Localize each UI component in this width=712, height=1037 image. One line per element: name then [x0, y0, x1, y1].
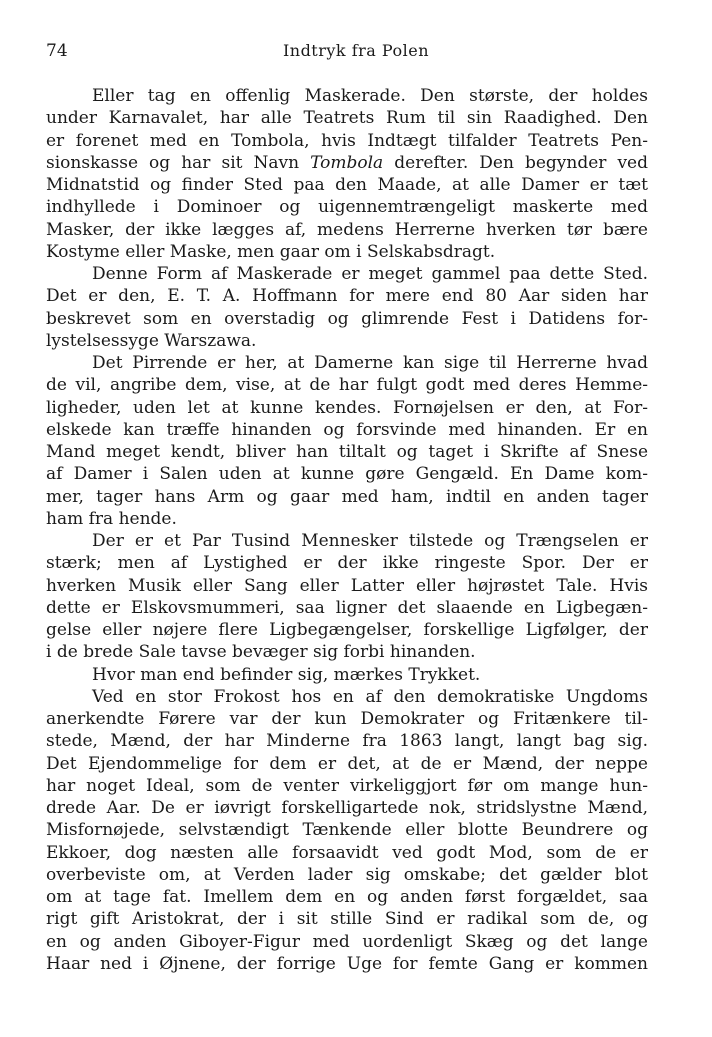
text-line: Denne Form af Maskerade er meget gammel paa dette Sted.	[92, 264, 648, 284]
text-segment: derefter. Den begynder ved	[383, 152, 648, 173]
text-line: overbeviste om, at Verden lader sig omskabe; det gælder blot	[46, 864, 648, 885]
text-line: har noget Ideal, som de venter virkeliggjort før om mange hun-	[46, 775, 648, 796]
text-line: ham fra hende.	[46, 508, 177, 529]
text-line: drede Aar. De er iøvrigt forskelligartede nok, stridslystne Mænd,	[46, 798, 648, 818]
text-line: Det Pirrende er her, at Damerne kan sige til Herrerne hvad	[92, 353, 648, 373]
text-line: Mand meget kendt, bliver han tiltalt og taget i Skrifte af Snese	[46, 442, 648, 462]
text-line: beskrevet som en overstadig og glimrende Fest i Datidens for-	[46, 308, 648, 329]
text-line: mer, tager hans Arm og gaar med ham, indtil en anden tager	[46, 486, 648, 507]
text-line: anerkendte Førere var der kun Demokrater og Fritænkere til-	[46, 709, 648, 729]
text-line: Haar ned i Øjnene, der forrige Uge for femte Gang er kommen	[46, 953, 648, 974]
body-text	[46, 85, 648, 975]
text-line: ligheder, uden let at kunne kendes. Fornøjelsen er den, at For-	[46, 397, 648, 418]
page-number: 74	[46, 41, 68, 61]
text-line: Ekkoer, dog næsten alle forsaavidt ved godt Mod, som de er	[46, 842, 648, 863]
text-line: i de brede Sale tavse bevæger sig forbi hinanden.	[46, 642, 476, 663]
text-line: Misfornøjede, selvstændigt Tænkende eller blotte Beundrere og	[46, 820, 648, 841]
text-line: af Damer i Salen uden at kunne gøre Gengæld. En Dame kom-	[46, 464, 648, 485]
text-line: Eller tag en offenlig Maskerade. Den største, der holdes	[92, 86, 648, 106]
text-line: stærk; men af Lystighed er der ikke ringeste Spor. Der er	[46, 553, 648, 574]
text-line: hverken Musik eller Sang eller Latter eller højrøstet Tale. Hvis	[46, 575, 648, 596]
text-line: elskede kan træffe hinanden og forsvinde med hinanden. Er en	[46, 419, 648, 440]
text-line: Ved en stor Frokost hos en af den demokratiske Ungdoms	[92, 686, 648, 707]
text-line: stede, Mænd, der har Minderne fra 1863 langt, langt bag sig.	[46, 731, 648, 752]
text-line: Det er den, E. T. A. Hoffmann for mere end 80 Aar siden har	[46, 286, 648, 307]
text-line: Kostyme eller Maske, men gaar om i Selskabsdragt.	[46, 241, 496, 262]
text-line: en og anden Giboyer-Figur med uordenligt Skæg og det lange	[46, 931, 648, 952]
text-line: under Karnavalet, har alle Teatrets Rum til sin Raadighed. Den	[46, 108, 648, 129]
text-line: Hvor man end befinder sig, mærkes Trykket.	[92, 664, 481, 685]
text-line: Midnatstid og finder Sted paa den Maade, at alle Damer er tæt	[46, 175, 648, 195]
text-line: dette er Elskovsmummeri, saa ligner det slaaende en Ligbegæn-	[46, 597, 648, 618]
text-segment: sionskasse og har sit Navn	[46, 152, 311, 173]
text-line: gelse eller nøjere flere Ligbegængelser, forskellige Ligfølger, der	[46, 620, 648, 640]
running-title: Indtryk fra Polen	[282, 41, 430, 60]
text-line: er forenet med en Tombola, hvis Indtægt tilfalder Teatrets Pen-	[46, 130, 648, 151]
text-line: de vil, angribe dem, vise, at de har fulgt godt med deres Hemme-	[46, 375, 648, 396]
italic-word: Tombola	[310, 152, 384, 173]
text-line: Masker, der ikke lægges af, medens Herrerne hverken tør bære	[46, 219, 648, 240]
text-line: om at tage fat. Imellem dem en og anden først forgældet, saa	[46, 887, 648, 907]
text-line: lystelsessyge Warszawa.	[46, 330, 257, 351]
text-line: rigt gift Aristokrat, der i sit stille Sind er radikal som de, og	[46, 909, 648, 930]
text-line: Der er et Par Tusind Mennesker tilstede og Trængselen er	[92, 531, 648, 551]
text-line-with-italic	[46, 152, 648, 174]
text-line: indhyllede i Dominoer og uigennemtrængeligt maskerte med	[46, 197, 648, 218]
text-line: Det Ejendommelige for dem er det, at de er Mænd, der neppe	[46, 753, 648, 774]
